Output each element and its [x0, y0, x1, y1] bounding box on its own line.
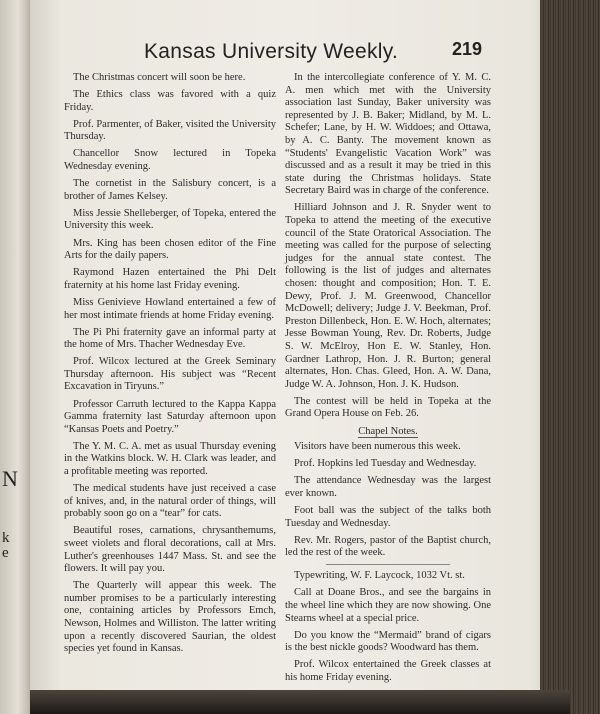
news-item: Mrs. King has been chosen editor of the Fine Arts for the daily papers. — [64, 237, 276, 262]
news-item: Chancellor Snow lectured in Topeka Wednesday evening. — [64, 148, 276, 173]
page-bottom-shadow — [30, 690, 570, 714]
news-item: Beautiful roses, carnations, chrysanthemums, sweet violets and floral decorations, call at Mrs. Luther's greenhouses 1447 Mass. St. and see the flowers. It will pay you. — [64, 525, 276, 575]
news-item: The medical students have just received a case of knives, and, in the natural order of things, will probably soon go on a “tear” for cats. — [64, 483, 276, 520]
news-item: The Pi Phi fraternity gave an informal party at the home of Mrs. Thacher Wednesday Eve. — [64, 326, 276, 351]
advertisement: Do you know the “Mermaid” brand of cigars is the best nickle goods? Woodward has them. — [285, 629, 491, 654]
page-number: 219 — [451, 39, 482, 59]
right-column — [285, 72, 491, 689]
news-item: The Ethics class was favored with a quiz Friday. — [64, 89, 276, 113]
page-header — [30, 40, 554, 66]
advertisement: Typewriting, W. F. Laycock, 1032 Vt. st. — [294, 570, 465, 582]
chapel-note: The attendance Wednesday was the largest ever known. — [285, 475, 491, 499]
chapel-notes-heading-text: Chapel Notes. — [358, 425, 418, 437]
journal-title: Kansas University Weekly. — [144, 40, 399, 63]
news-item: The contest will be held in Topeka at the Grand Opera House on Feb. 26. — [285, 395, 491, 420]
left-column — [64, 72, 276, 660]
news-item: The cornetist in the Salisbury concert, is a brother of James Kelsey. — [64, 178, 276, 202]
news-item: Prof. Wilcox lectured at the Greek Seminary Thursday afternoon. His subject was “Recent Excavation in Tiryuns.” — [64, 356, 276, 393]
advertisement: Prof. Wilcox entertained the Greek classes at his home Friday evening. — [285, 659, 491, 684]
news-item: Hilliard Johnson and J. R. Snyder went to Topeka to attend the meeting of the executive council of the State Oratorical Association. The meeting was called for the purpose of selecting judges for the annual state contest. The following is the list of judges and alternates chosen: thought and composition; Hon. T. E. Dewy, Prof. J. M. Greenwood, Chancellor McDowell; delivery; Judge J. V. Beekman, Prof. Preston Dillenbeck, Hon. E. W. Hoch, alternates; Jesse Bowman Young, Rev. Dr. Roberts, Judge S. W. McElroy, Hon E. W. Stanley, Hon. Gardner Lathrop, Hon. J. R. Burton; general alternates, Hon. Chas. Gleed, Hon. A. W. Dana, Judge W. A. Johnson, Hon. J. K. Hudson. — [285, 202, 491, 390]
previous-page-edge — [0, 0, 30, 714]
news-item: In the intercollegiate conference of Y. M. C. A. men which met with the University association last Sunday, Baker university was represented by J. B. Baker; Midland, by M. L. Schefer; Lane, by H. W. Widdoes; and Ottawa, by A. C. Banty. The movement known as “Students' Evangelistic Vacation Work” was discussed and as a result it may be tried in this state during the Christmas holidays. State Secretary Baird was in charge of the conference. — [285, 72, 491, 197]
prev-page-glyph: N — [2, 466, 18, 491]
news-item: The Quarterly will appear this week. The number promises to be a particularly interesting one, containing articles by Professors Emch, Newson, Holmes and Williston. The latter writing upon a recently discovered Saurian, the oldest species yet found in Kansas. — [64, 580, 276, 655]
news-item: Miss Jessie Shelleberger, of Topeka, entered the University this week. — [64, 207, 276, 232]
book-spine — [540, 0, 600, 714]
news-item: The Christmas concert will soon be here. — [73, 72, 246, 83]
section-divider — [326, 564, 450, 565]
advertisement: Call at Doane Bros., and see the bargains in the wheel line which they are now showing. One Stearns wheel at a special price. — [285, 587, 491, 624]
news-item: The Y. M. C. A. met as usual Thursday evening in the Watkins block. W. H. Clark was leader, and a profitable meeting was reported. — [64, 440, 276, 478]
chapel-note: Prof. Hopkins led Tuesday and Wednesday. — [294, 458, 477, 470]
news-item: Raymond Hazen entertained the Phi Delt fraternity at his home last Friday evening. — [64, 267, 276, 291]
chapel-note: Rev. Mr. Rogers, pastor of the Baptist church, led the rest of the week. — [285, 534, 491, 559]
news-item: Miss Genivieve Howland entertained a few of her most intimate friends at home Friday evening. — [64, 296, 276, 321]
news-item: Professor Carruth lectured to the Kappa Kappa Gamma fraternity last Saturday afternoon upon “Kansas Poets and Poetry.” — [64, 398, 276, 435]
prev-page-glyph: e — [2, 545, 9, 561]
chapel-note: Visitors have been numerous this week. — [294, 441, 461, 453]
chapel-note: Foot ball was the subject of the talks both Tuesday and Wednesday. — [285, 505, 491, 529]
news-item: Prof. Parmenter, of Baker, visited the University Thursday. — [64, 118, 276, 143]
chapel-notes-heading — [285, 426, 491, 439]
prev-page-glyph: k — [2, 530, 10, 546]
